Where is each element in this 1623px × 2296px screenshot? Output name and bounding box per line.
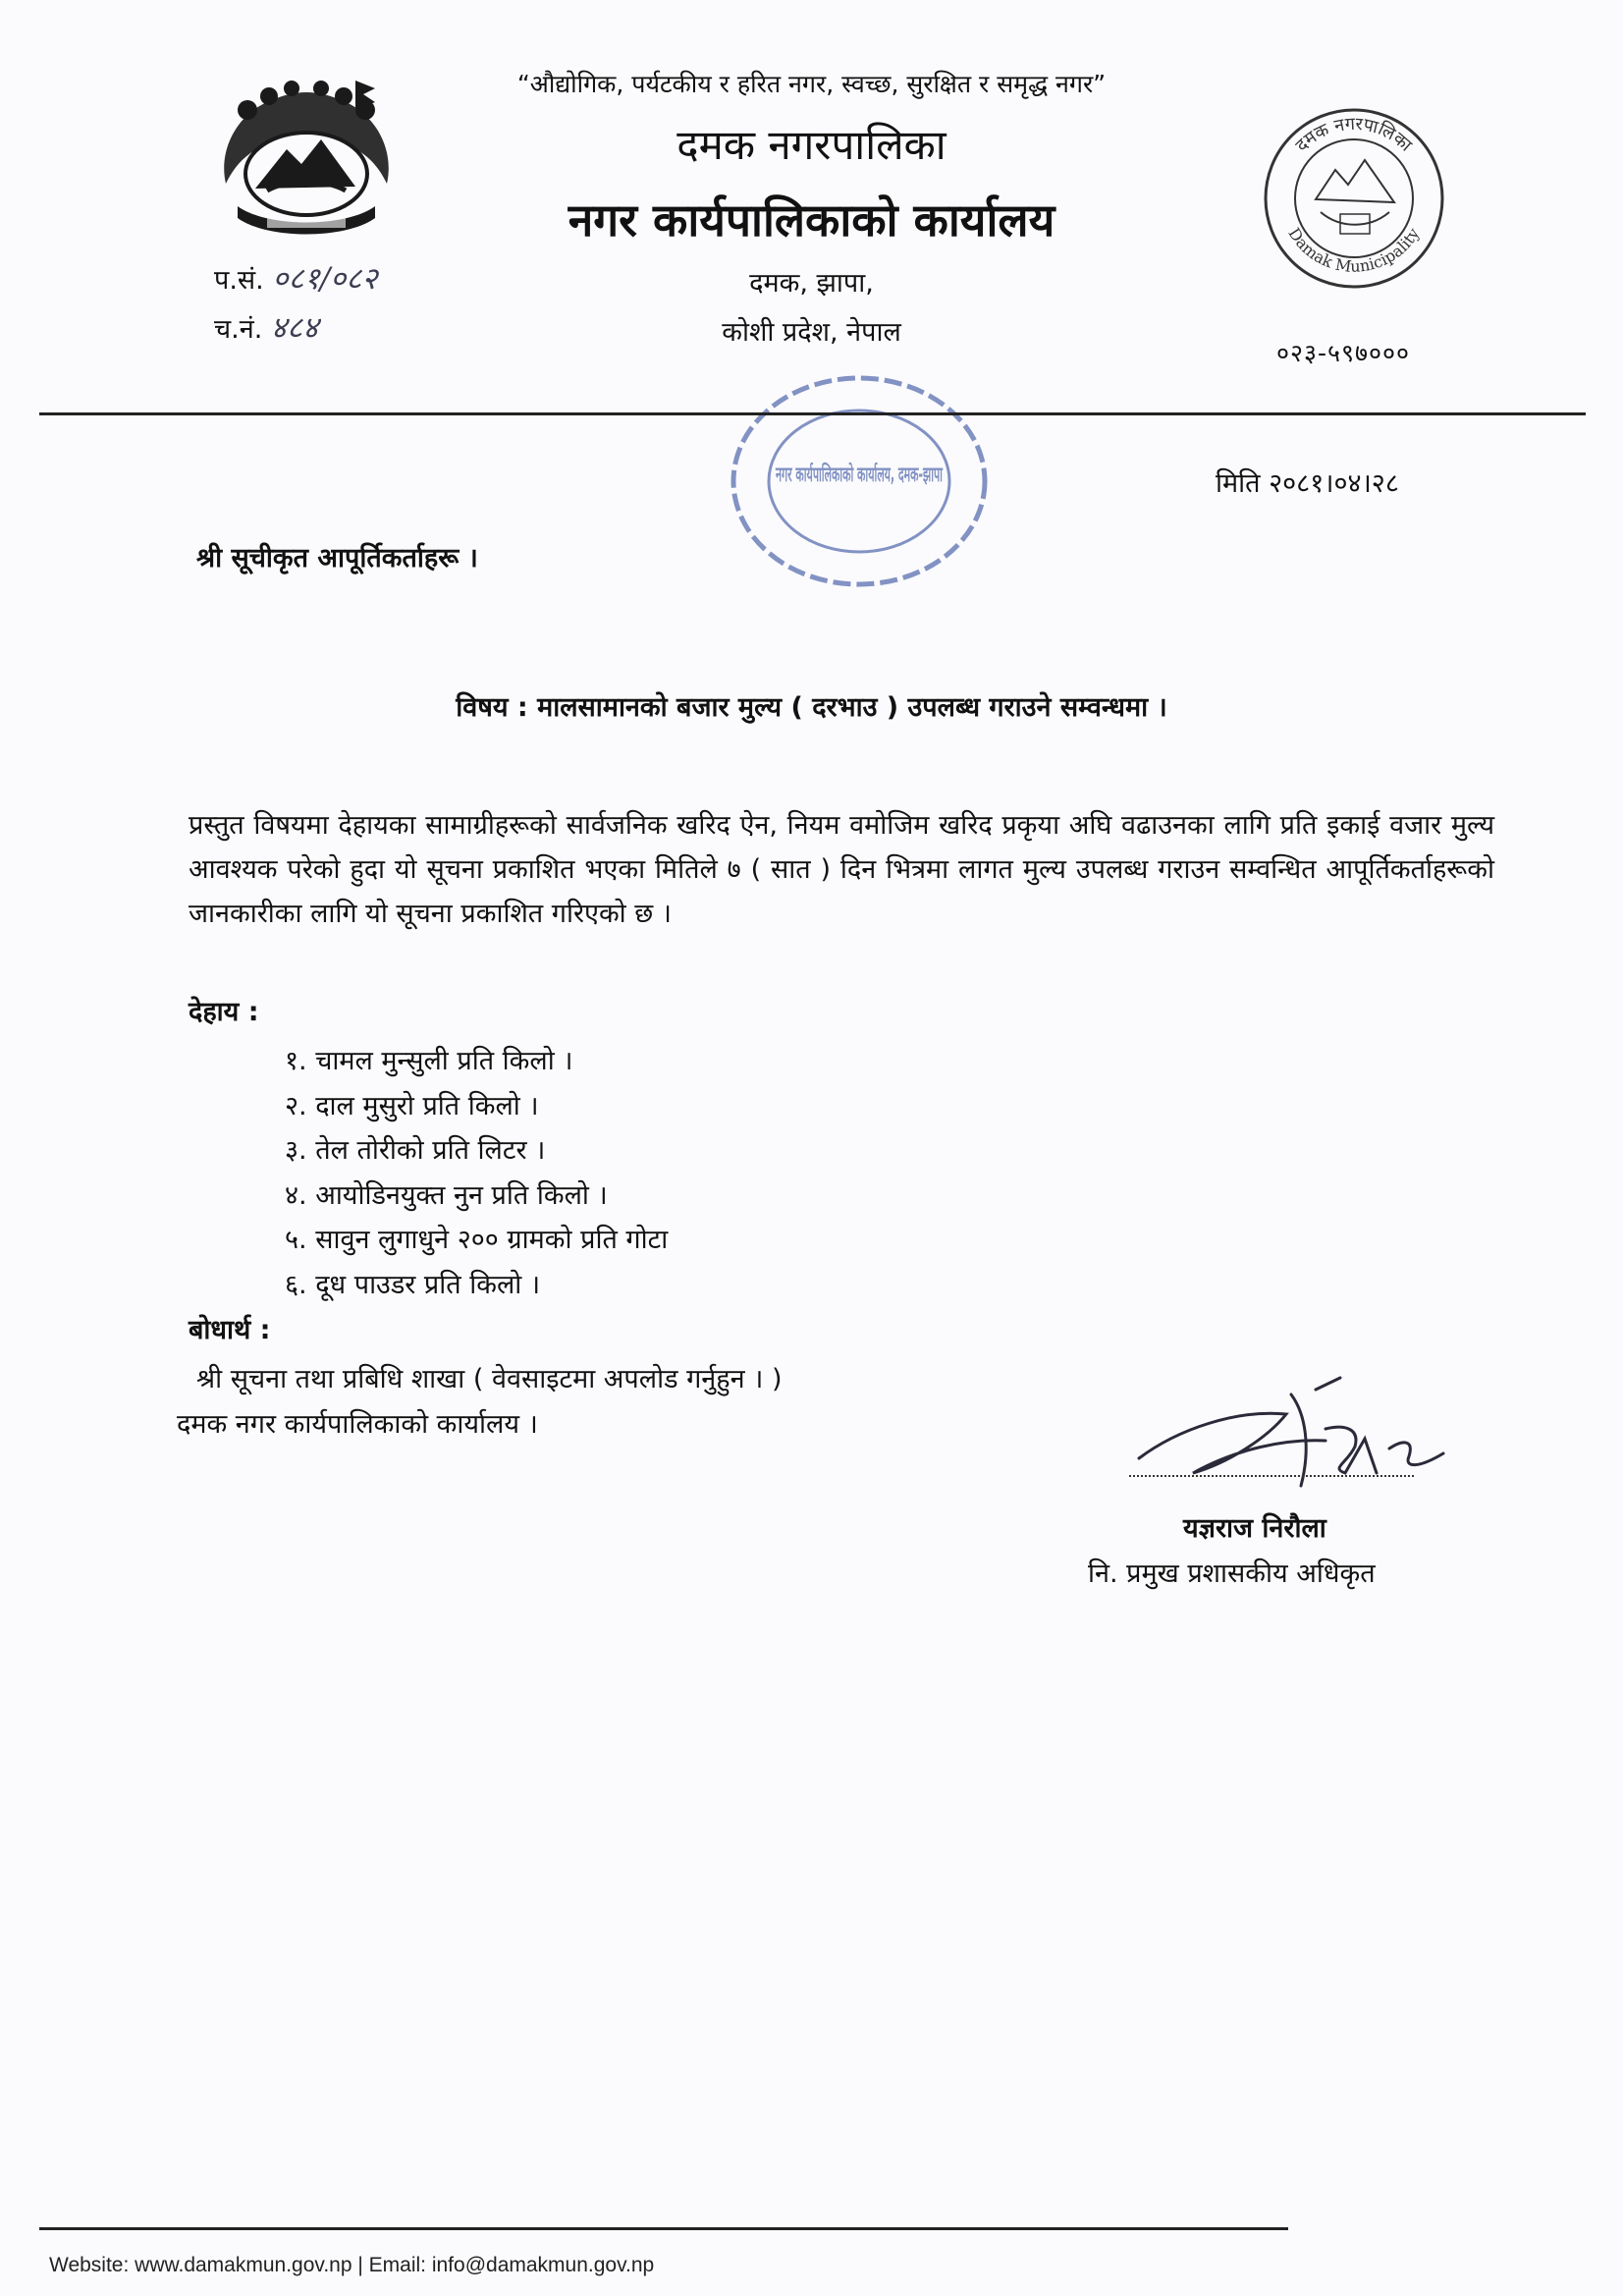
dispatch-value: ४८४ bbox=[270, 310, 319, 346]
dispatch-number bbox=[214, 306, 318, 348]
seal-text-ne: दमक नगरपालिका bbox=[1291, 113, 1417, 156]
subject-line: विषय : मालसामानको बजार मुल्य ( दरभाउ ) उपलब्ध गराउने सम्वन्धमा । bbox=[456, 692, 1167, 723]
recipient: श्री सूचीकृत आपूर्तिकर्ताहरू । bbox=[196, 543, 478, 574]
reference-label: प.सं. bbox=[214, 265, 264, 296]
slogan: “औद्योगिक, पर्यटकीय र हरित नगर, स्वच्छ, सुरक्षित र समृद्ध नगर” bbox=[516, 70, 1107, 98]
reference-number bbox=[214, 257, 378, 299]
stamp-text: नगर कार्यपालिकाको कार्यालय, दमक-झापा bbox=[776, 463, 1099, 486]
list-item: १. चामल मुन्सुली प्रति किलो । bbox=[285, 1046, 573, 1076]
item-list bbox=[285, 1039, 668, 1307]
footer-contact: Website: www.damakmun.gov.np | Email: info@damakmun.gov.np bbox=[49, 2254, 655, 2276]
body-paragraph: प्रस्तुत विषयमा देहायका सामाग्रीहरूको सार्वजनिक खरिद ऐन, नियम वमोजिम खरिद प्रकृया अघि वढाउनका लागि प्रति इकाई वजार मुल्य आवश्यक परेको हुदा यो सूचना प्रकाशित भएका मितिले ७ ( सात ) दिन भित्रमा लागत मुल्य उपलब्ध गराउन सम्वन्धित आपूर्तिकर्ताहरूको जानकारीका लागि यो सूचना प्रकाशित गरिएको छ । bbox=[189, 810, 1494, 929]
list-heading: देहाय : bbox=[189, 997, 259, 1027]
signatory-name: यज्ञराज निरौला bbox=[1183, 1513, 1326, 1544]
letter-date: मिति २०८१।०४।२८ bbox=[1216, 468, 1399, 499]
list-item: २. दाल मुसुरो प्रति किलो । bbox=[285, 1090, 539, 1121]
list-item: ५. सावुन लुगाधुने २०० ग्रामको प्रति गोटा bbox=[285, 1225, 669, 1255]
signature-icon bbox=[1119, 1370, 1492, 1498]
list-item: ३. तेल तोरीको प्रति लिटर । bbox=[285, 1135, 546, 1166]
office-name: नगर कार्यपालिकाको कार्यालय bbox=[568, 193, 1055, 246]
municipality-name: दमक नगरपालिका bbox=[676, 121, 947, 169]
signatory-title: नि. प्रमुख प्रशासकीय अधिकृत bbox=[1088, 1558, 1376, 1589]
seal-text-en: Damak Municipality bbox=[1284, 224, 1424, 276]
address-line-2: कोशी प्रदेश, नेपाल bbox=[722, 317, 901, 348]
footer-divider bbox=[39, 2227, 1288, 2230]
signature-line bbox=[1129, 1475, 1414, 1477]
phone-number: ०२३-५९७००० bbox=[1276, 339, 1411, 367]
address-line-1: दमक, झापा, bbox=[749, 268, 874, 299]
reference-value: ०८१/०८२ bbox=[272, 261, 378, 297]
cc-line: दमक नगर कार्यपालिकाको कार्यालय । bbox=[177, 1409, 538, 1440]
dispatch-label: च.नं. bbox=[214, 314, 263, 345]
cc-heading: बोधार्थ : bbox=[189, 1315, 271, 1345]
office-stamp-icon bbox=[727, 371, 1099, 592]
cc-line: श्री सूचना तथा प्रबिधि शाखा ( वेवसाइटमा अपलोड गर्नुहुन । ) bbox=[196, 1364, 783, 1394]
list-item: ६. दूध पाउडर प्रति किलो । bbox=[285, 1269, 541, 1300]
list-item: ४. आयोडिनयुक्त नुन प्रति किलो । bbox=[285, 1179, 608, 1211]
header-divider bbox=[39, 412, 1586, 415]
